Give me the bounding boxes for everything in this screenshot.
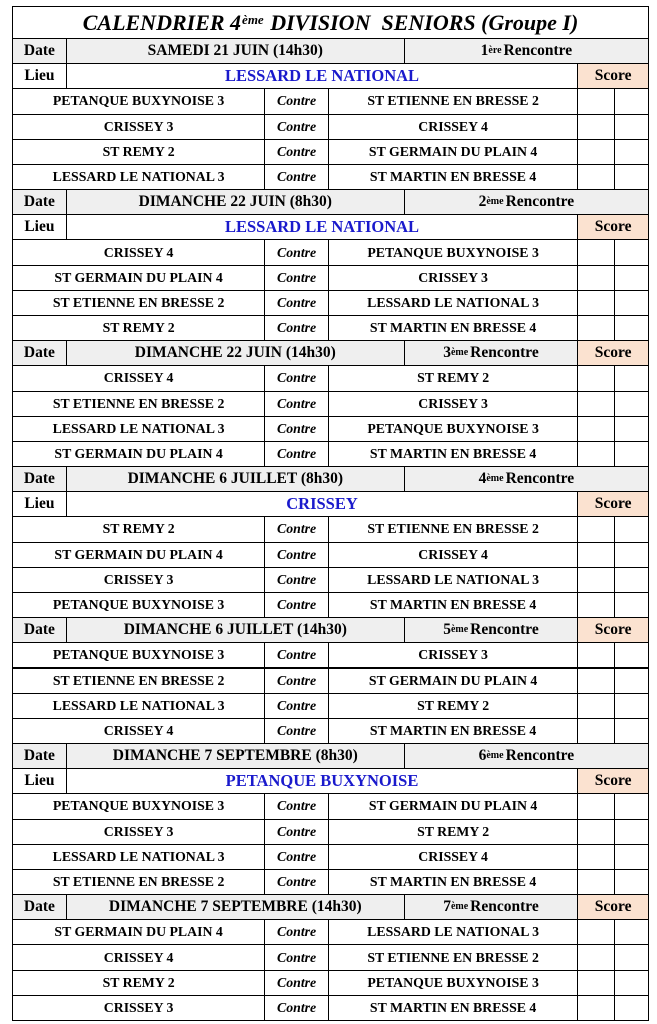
round-date: DIMANCHE 6 JUILLET (14h30) [66, 617, 405, 643]
away-score-cell[interactable] [614, 315, 649, 341]
round-word: Rencontre [505, 193, 575, 211]
home-team: ST GERMAIN DU PLAIN 4 [12, 919, 265, 945]
match-row [12, 996, 649, 1021]
home-score-cell[interactable] [577, 995, 615, 1021]
away-team: PETANQUE BUXYNOISE 3 [328, 416, 578, 442]
away-score-cell[interactable] [614, 265, 649, 291]
home-team: CRISSEY 4 [12, 944, 265, 970]
home-score-cell[interactable] [577, 642, 615, 668]
home-team: LESSARD LE NATIONAL 3 [12, 416, 265, 442]
round-date: DIMANCHE 6 JUILLET (8h30) [66, 466, 405, 492]
round-date: DIMANCHE 22 JUIN (8h30) [66, 189, 405, 215]
match-row [12, 669, 649, 694]
away-team: CRISSEY 4 [328, 542, 578, 568]
round-date-row [12, 190, 649, 215]
home-team: ST REMY 2 [12, 516, 265, 542]
score-header: Score [577, 63, 649, 89]
round-number: 6 ème Rencontre [404, 743, 649, 769]
contre-label: Contre [264, 819, 329, 845]
away-score-cell[interactable] [614, 441, 649, 467]
home-score-cell[interactable] [577, 114, 615, 140]
title-superscript: ème [242, 11, 264, 27]
home-team: CRISSEY 3 [12, 819, 265, 845]
score-header: Score [577, 768, 649, 794]
lieu-label: Lieu [12, 214, 67, 240]
away-team: ST MARTIN EN BRESSE 4 [328, 164, 578, 190]
home-score-cell[interactable] [577, 869, 615, 895]
home-team: CRISSEY 3 [12, 995, 265, 1021]
away-team: ST ETIENNE EN BRESSE 2 [328, 88, 578, 114]
date-label: Date [12, 894, 67, 920]
home-team: LESSARD LE NATIONAL 3 [12, 844, 265, 870]
match-row [12, 543, 649, 568]
contre-label: Contre [264, 793, 329, 819]
contre-label: Contre [264, 592, 329, 618]
match-row [12, 417, 649, 442]
home-score-cell[interactable] [577, 164, 615, 190]
home-score-cell[interactable] [577, 793, 615, 819]
page-title [12, 6, 649, 39]
away-team: ST ETIENNE EN BRESSE 2 [328, 516, 578, 542]
away-team: ST REMY 2 [328, 819, 578, 845]
contre-label: Contre [264, 693, 329, 719]
match-row [12, 945, 649, 970]
lieu-value: LESSARD LE NATIONAL [66, 214, 578, 240]
lieu-row [12, 769, 649, 794]
round-number: 1 ère Rencontre [404, 38, 649, 64]
home-team: CRISSEY 4 [12, 718, 265, 744]
home-team: PETANQUE BUXYNOISE 3 [12, 88, 265, 114]
away-team: LESSARD LE NATIONAL 3 [328, 567, 578, 593]
round-word: Rencontre [470, 621, 539, 639]
away-team: ST GERMAIN DU PLAIN 4 [328, 793, 578, 819]
home-score-cell[interactable] [577, 592, 615, 618]
away-score-cell[interactable] [614, 970, 649, 996]
home-team: ST GERMAIN DU PLAIN 4 [12, 441, 265, 467]
home-team: CRISSEY 4 [12, 239, 265, 265]
contre-label: Contre [264, 567, 329, 593]
contre-label: Contre [264, 416, 329, 442]
contre-label: Contre [264, 365, 329, 391]
away-score-cell[interactable] [614, 139, 649, 165]
round-date-row [12, 618, 649, 643]
away-score-cell[interactable] [614, 592, 649, 618]
round-date: DIMANCHE 7 SEPTEMBRE (8h30) [66, 743, 405, 769]
round-date: DIMANCHE 22 JUIN (14h30) [66, 340, 405, 366]
score-header: Score [577, 340, 649, 366]
home-team: ST REMY 2 [12, 139, 265, 165]
round-number-value: 4 [478, 470, 487, 488]
away-score-cell[interactable] [614, 844, 649, 870]
home-score-cell[interactable] [577, 239, 615, 265]
contre-label: Contre [264, 290, 329, 316]
score-header: Score [577, 617, 649, 643]
round-word: Rencontre [505, 747, 575, 765]
away-team: ST MARTIN EN BRESSE 4 [328, 441, 578, 467]
round-number: 4 ème Rencontre [404, 466, 649, 492]
away-score-cell[interactable] [614, 114, 649, 140]
contre-label: Contre [264, 391, 329, 417]
match-row [12, 165, 649, 190]
lieu-label: Lieu [12, 768, 67, 794]
match-row [12, 568, 649, 593]
contre-label: Contre [264, 995, 329, 1021]
match-row [12, 920, 649, 945]
match-row [12, 115, 649, 140]
home-score-cell[interactable] [577, 265, 615, 291]
away-score-cell[interactable] [614, 290, 649, 316]
home-team: LESSARD LE NATIONAL 3 [12, 164, 265, 190]
lieu-label: Lieu [12, 491, 67, 517]
home-score-cell[interactable] [577, 441, 615, 467]
contre-label: Contre [264, 642, 329, 668]
home-score-cell[interactable] [577, 290, 615, 316]
away-team: ST MARTIN EN BRESSE 4 [328, 592, 578, 618]
round-number-value: 7 [443, 898, 451, 916]
home-score-cell[interactable] [577, 416, 615, 442]
contre-label: Contre [264, 441, 329, 467]
round-number-value: 6 [478, 747, 487, 765]
away-score-cell[interactable] [614, 88, 649, 114]
away-score-cell[interactable] [614, 793, 649, 819]
home-team: ST ETIENNE EN BRESSE 2 [12, 391, 265, 417]
home-team: ST ETIENNE EN BRESSE 2 [12, 668, 265, 694]
match-row [12, 291, 649, 316]
away-score-cell[interactable] [614, 391, 649, 417]
round-number-value: 5 [443, 621, 451, 639]
lieu-value: LESSARD LE NATIONAL [66, 63, 578, 89]
contre-label: Contre [264, 668, 329, 694]
away-team: LESSARD LE NATIONAL 3 [328, 919, 578, 945]
home-team: ST ETIENNE EN BRESSE 2 [12, 869, 265, 895]
away-team: CRISSEY 3 [328, 265, 578, 291]
away-team: ST MARTIN EN BRESSE 4 [328, 869, 578, 895]
home-score-cell[interactable] [577, 944, 615, 970]
away-score-cell[interactable] [614, 944, 649, 970]
match-row [12, 870, 649, 895]
round-number: 5 ème Rencontre [404, 617, 578, 643]
round-number: 7 ème Rencontre [404, 894, 578, 920]
home-team: ST REMY 2 [12, 970, 265, 996]
match-row [12, 593, 649, 618]
contre-label: Contre [264, 516, 329, 542]
date-label: Date [12, 38, 67, 64]
home-score-cell[interactable] [577, 516, 615, 542]
home-team: LESSARD LE NATIONAL 3 [12, 693, 265, 719]
away-score-cell[interactable] [614, 416, 649, 442]
contre-label: Contre [264, 114, 329, 140]
away-team: ST REMY 2 [328, 365, 578, 391]
score-header: Score [577, 894, 649, 920]
home-team: ST ETIENNE EN BRESSE 2 [12, 290, 265, 316]
away-team: ST ETIENNE EN BRESSE 2 [328, 944, 578, 970]
score-header: Score [577, 214, 649, 240]
round-date-row [12, 744, 649, 769]
away-team: ST MARTIN EN BRESSE 4 [328, 718, 578, 744]
home-score-cell[interactable] [577, 819, 615, 845]
home-score-cell[interactable] [577, 668, 615, 694]
home-score-cell[interactable] [577, 315, 615, 341]
round-date: SAMEDI 21 JUIN (14h30) [66, 38, 405, 64]
contre-label: Contre [264, 139, 329, 165]
match-row [12, 694, 649, 719]
home-team: ST REMY 2 [12, 315, 265, 341]
match-row [12, 442, 649, 467]
match-row [12, 794, 649, 819]
round-number-value: 3 [443, 344, 451, 362]
away-team: PETANQUE BUXYNOISE 3 [328, 970, 578, 996]
home-score-cell[interactable] [577, 919, 615, 945]
match-row [12, 820, 649, 845]
home-team: CRISSEY 4 [12, 365, 265, 391]
away-score-cell[interactable] [614, 668, 649, 694]
title-rest: DIVISION SENIORS (Groupe I) [264, 9, 579, 35]
match-row [12, 517, 649, 542]
lieu-row [12, 215, 649, 240]
date-label: Date [12, 743, 67, 769]
away-team: ST MARTIN EN BRESSE 4 [328, 995, 578, 1021]
home-team: ST GERMAIN DU PLAIN 4 [12, 265, 265, 291]
home-team: ST GERMAIN DU PLAIN 4 [12, 542, 265, 568]
contre-label: Contre [264, 944, 329, 970]
contre-label: Contre [264, 164, 329, 190]
round-date: DIMANCHE 7 SEPTEMBRE (14h30) [66, 894, 405, 920]
home-score-cell[interactable] [577, 88, 615, 114]
round-date-row [12, 341, 649, 366]
home-team: CRISSEY 3 [12, 114, 265, 140]
away-team: ST GERMAIN DU PLAIN 4 [328, 668, 578, 694]
match-row [12, 140, 649, 165]
title-row [12, 7, 649, 39]
date-label: Date [12, 189, 67, 215]
round-word: Rencontre [505, 470, 575, 488]
away-score-cell[interactable] [614, 365, 649, 391]
date-label: Date [12, 466, 67, 492]
away-score-cell[interactable] [614, 819, 649, 845]
away-score-cell[interactable] [614, 239, 649, 265]
contre-label: Contre [264, 265, 329, 291]
match-row [12, 845, 649, 870]
contre-label: Contre [264, 844, 329, 870]
home-score-cell[interactable] [577, 693, 615, 719]
lieu-value: PETANQUE BUXYNOISE [66, 768, 578, 794]
round-number-value: 2 [478, 193, 487, 211]
match-row [12, 240, 649, 265]
contre-label: Contre [264, 239, 329, 265]
contre-label: Contre [264, 869, 329, 895]
round-word: Rencontre [503, 42, 573, 60]
away-score-cell[interactable] [614, 542, 649, 568]
home-team: PETANQUE BUXYNOISE 3 [12, 642, 265, 668]
lieu-row [12, 64, 649, 89]
away-team: PETANQUE BUXYNOISE 3 [328, 239, 578, 265]
match-row [12, 719, 649, 744]
title-main: CALENDRIER 4 [82, 9, 242, 35]
away-team: CRISSEY 3 [328, 642, 578, 668]
contre-label: Contre [264, 718, 329, 744]
away-team: CRISSEY 4 [328, 114, 578, 140]
contre-label: Contre [264, 919, 329, 945]
home-score-cell[interactable] [577, 970, 615, 996]
home-team: PETANQUE BUXYNOISE 3 [12, 592, 265, 618]
away-team: ST MARTIN EN BRESSE 4 [328, 315, 578, 341]
away-score-cell[interactable] [614, 693, 649, 719]
calendar-table [12, 7, 649, 1018]
score-header: Score [577, 491, 649, 517]
away-score-cell[interactable] [614, 718, 649, 744]
round-word: Rencontre [470, 898, 539, 916]
round-word: Rencontre [470, 344, 539, 362]
lieu-value: CRISSEY [66, 491, 578, 517]
away-team: CRISSEY 3 [328, 391, 578, 417]
round-number: 3 ème Rencontre [404, 340, 578, 366]
away-team: ST REMY 2 [328, 693, 578, 719]
round-date-row [12, 895, 649, 920]
home-team: PETANQUE BUXYNOISE 3 [12, 793, 265, 819]
match-row [12, 392, 649, 417]
home-score-cell[interactable] [577, 567, 615, 593]
away-score-cell[interactable] [614, 567, 649, 593]
match-row [12, 316, 649, 341]
away-score-cell[interactable] [614, 919, 649, 945]
contre-label: Contre [264, 542, 329, 568]
contre-label: Contre [264, 88, 329, 114]
contre-label: Contre [264, 970, 329, 996]
round-number-value: 1 [480, 42, 489, 60]
home-score-cell[interactable] [577, 844, 615, 870]
contre-label: Contre [264, 315, 329, 341]
match-row [12, 366, 649, 391]
round-date-row [12, 467, 649, 492]
home-score-cell[interactable] [577, 718, 615, 744]
away-team: CRISSEY 4 [328, 844, 578, 870]
home-score-cell[interactable] [577, 365, 615, 391]
home-team: CRISSEY 3 [12, 567, 265, 593]
date-label: Date [12, 340, 67, 366]
match-row [12, 971, 649, 996]
round-number: 2 ème Rencontre [404, 189, 649, 215]
date-label: Date [12, 617, 67, 643]
match-row [12, 643, 649, 668]
away-team: ST GERMAIN DU PLAIN 4 [328, 139, 578, 165]
away-score-cell[interactable] [614, 164, 649, 190]
round-date-row [12, 39, 649, 64]
lieu-label: Lieu [12, 63, 67, 89]
away-score-cell[interactable] [614, 516, 649, 542]
away-score-cell[interactable] [614, 869, 649, 895]
home-score-cell[interactable] [577, 542, 615, 568]
lieu-row [12, 492, 649, 517]
home-score-cell[interactable] [577, 139, 615, 165]
away-score-cell[interactable] [614, 995, 649, 1021]
home-score-cell[interactable] [577, 391, 615, 417]
away-team: LESSARD LE NATIONAL 3 [328, 290, 578, 316]
away-score-cell[interactable] [614, 642, 649, 668]
match-row [12, 266, 649, 291]
match-row [12, 89, 649, 114]
